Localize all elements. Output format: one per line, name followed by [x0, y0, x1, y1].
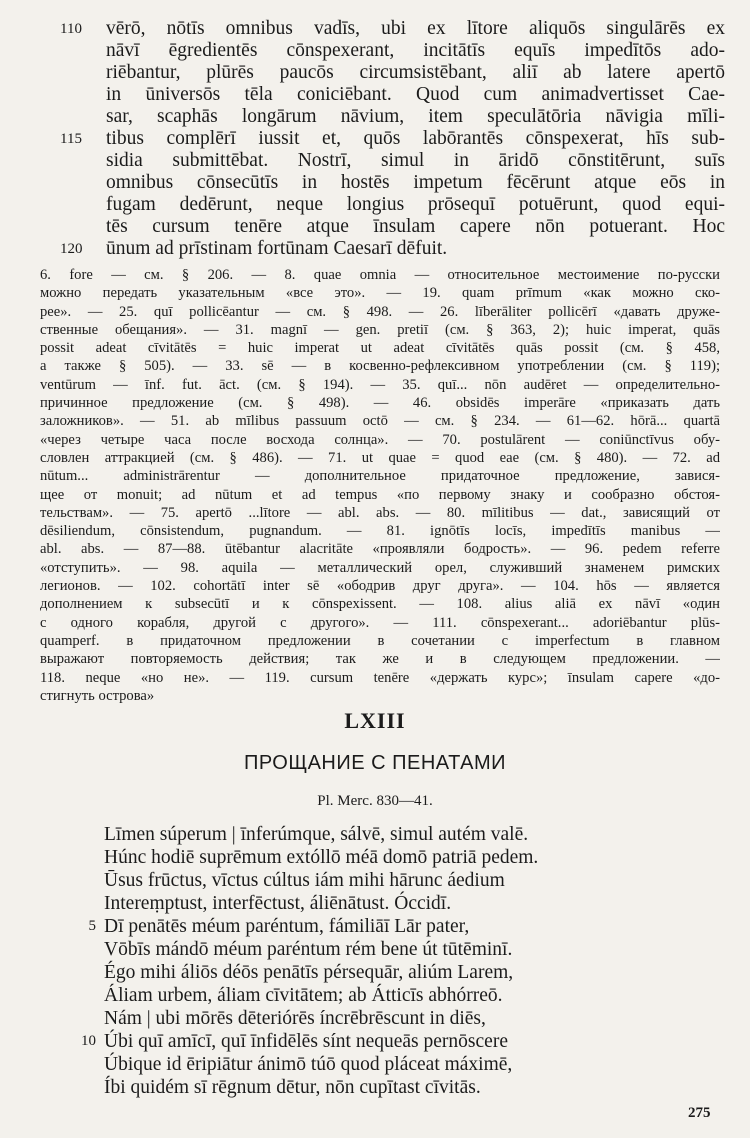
verse-text: Égo mihi áliōs déōs penātīs pérsequār, aliúm Larem,: [104, 962, 514, 983]
verse-text: Ūsus frūctus, vīctus cúltus iám mihi hārunc áedium: [104, 870, 505, 891]
note-line: 118. neque «но не». — 119. cursum tenēre «держать курс»; īnsulam capere «до-: [40, 669, 720, 686]
prose-line: [60, 18, 725, 40]
verse-text: Nám | ubi mōrēs dēteriórēs íncrēbrēscunt in diēs,: [104, 1008, 486, 1029]
prose-line: [60, 62, 725, 84]
verse-text: Vōbīs mándō méum paréntum rém bene út tūtēminī.: [104, 939, 513, 960]
poem-verses: [74, 823, 734, 1099]
prose-text: vērō, nōtīs omnibus vadīs, ubi ex lītore aliquōs singulārēs ex: [106, 18, 725, 39]
prose-text: riēbantur, plūrēs paucōs circumsistēbant, aliī ab latere apertō: [106, 62, 725, 83]
verse-line: [74, 869, 734, 892]
verse-text: Áliam urbem, áliam cīvitātem; ab Átticīs abhórreō.: [104, 985, 503, 1006]
prose-text: fugam dedērunt, neque longius prōsequī potuērunt, quod equi-: [106, 194, 725, 215]
prose-text: in ūniversōs tēla coniciēbant. Quod cum animadvertisset Cae-: [106, 84, 725, 105]
note-line: abl. abs. — 87—88. ūtēbantur alacritāte «проявляли бодрость». — 96. pedem referre: [40, 541, 720, 558]
prose-text: tēs cursum tenēre atque īnsulam capere nōn potuerant. Hoc: [106, 216, 725, 237]
note-line: dēsiliendum, cōnsistendum, pugnandum. — 81. ignōtīs locīs, impedītīs manibus —: [40, 523, 720, 540]
verse-line: [74, 1007, 734, 1030]
section-title: ПРОЩАНИЕ С ПЕНАТАМИ: [244, 752, 506, 774]
page-number: 275: [688, 1105, 711, 1121]
note-line: стигнуть острова»: [40, 687, 155, 704]
section-number: LXIII: [344, 708, 406, 733]
prose-line: [60, 40, 725, 62]
note-line: тельствам». — 75. apertō ...lītore — abl. abs. — 80. mīlitibus — dat., зависящий от: [40, 504, 720, 521]
verse-line: [74, 915, 734, 938]
prose-line: [60, 238, 725, 260]
verse-text: Úbique id ēripiātur ánimō túō quod pláceat máximē,: [104, 1054, 513, 1075]
section-source: Pl. Merc. 830—41.: [317, 793, 433, 809]
note-line: а также § 505). — 33. sē — в косвенно-рефлексивном употреблении (см. § 119);: [40, 358, 720, 375]
note-line: quamperf. в придаточном предложении в сочетании с imperfectum в главном: [40, 632, 720, 649]
note-line: легионов. — 102. cohortātī inter sē «ободрив друг друга». — 104. hōs — является: [40, 578, 720, 595]
note-line: ventūrum — īnf. fut. āct. (см. § 194). — 35. quī... nōn audēret — определительно-: [40, 376, 720, 393]
line-number: 5: [88, 918, 96, 934]
note-line: выражают повторяемость действия; так же и в следующем предложении. —: [40, 651, 720, 668]
verse-text: Līmen súperum | īnferúmque, sálvē, simul autém valē.: [104, 824, 529, 845]
verse-text: Húnc hodiē suprēmum extóllō méā domō patriā pedem.: [104, 847, 539, 868]
prose-text: ūnum ad prīstinam fortūnam Caesarī dēfuit.: [106, 238, 448, 259]
prose-line: [60, 106, 725, 128]
verse-line: [74, 1076, 734, 1099]
note-line: заложников». — 51. ab mīlibus passuum octō — см. § 234. — 61—62. hōrā... quartā: [40, 413, 720, 430]
note-line: дополнением к subsecūtī и к cōnspexissent. — 108. alius aliā ex nāvī «один: [40, 596, 720, 613]
verse-line: [74, 938, 734, 961]
note-line: «отступить». — 98. aquila — металлический орел, служивший знаменем римских: [40, 559, 720, 576]
note-line: рее». — 25. quī pollicēantur — см. § 498. — 26. līberāliter pollicērī «давать друже-: [40, 303, 720, 320]
prose-passage: [60, 18, 725, 260]
verse-text: Dī penātēs méum paréntum, fámiliāī Lār pater,: [104, 916, 470, 937]
verse-line: [74, 1030, 734, 1053]
prose-line: [60, 128, 725, 150]
line-number: 110: [60, 21, 82, 37]
prose-text: nāvī ēgredientēs cōnspexerant, incitātīs equīs impedītōs ado-: [106, 40, 725, 61]
prose-text: sidia submittēbat. Nostrī, simul in āridō cōnstitērunt, suīs: [106, 150, 725, 171]
verse-line: [74, 846, 734, 869]
note-line: словлен аттракцией (см. § 486). — 71. ut quae = quod eae (см. § 480). — 72. ad: [40, 449, 720, 466]
prose-line: [60, 150, 725, 172]
verse-text: Íbi quidém sī rēgnum dētur, nōn cupītast cīvitās.: [104, 1077, 481, 1098]
note-line: причинное предложение (см. § 498). — 46. obsidēs imperāre «приказать дать: [40, 395, 720, 412]
verse-line: [74, 1053, 734, 1076]
prose-line: [60, 194, 725, 216]
note-line: можно передать указательным «все это». — 19. quam prīmum «как можно ско-: [40, 285, 720, 302]
verse-line: [74, 823, 734, 846]
prose-text: sar, scaphās longārum nāvium, item speculātōria nāvigia mīli-: [106, 106, 725, 127]
verse-text: Intereṃptust, interfēctust, áliēnātust. Óccidī.: [104, 893, 452, 914]
note-line: ственные обещания». — 31. magnī — gen. pretiī (см. § 363, 2); huic imperat, quās: [40, 321, 720, 338]
prose-line: [60, 172, 725, 194]
note-line: «через четыре часа после восхода солнца». — 70. postulārent — coniūnctīvus обу-: [40, 431, 720, 448]
note-line: щее от monuit; ad nūtum et ad tempus «по первому знаку и сообразно обстоя-: [40, 486, 720, 503]
note-line: с одного корабля, другой с другого». — 111. cōnspexerant... adoriēbantur plūs-: [40, 614, 720, 631]
verse-line: [74, 984, 734, 1007]
prose-text: omnibus cōnsecūtīs in hostēs impetum fēcērunt atque eōs in: [106, 172, 725, 193]
verse-line: [74, 892, 734, 915]
prose-line: [60, 84, 725, 106]
verse-text: Úbi quī amīcī, quī īnfidēlēs sínt nequeās pernōscere: [104, 1031, 508, 1052]
line-number: 115: [60, 131, 82, 147]
prose-text: tibus complērī iussit et, quōs labōrantēs cōnspexerat, hīs sub-: [106, 128, 725, 149]
commentary-notes: [40, 266, 720, 705]
note-line: possit adeat cīvitātēs = huic imperat ut adeat cīvitātēs quās possit (см. § 458,: [40, 340, 720, 357]
verse-line: [74, 961, 734, 984]
note-line: 6. fore — см. § 206. — 8. quae omnia — относительное местоимение по-русски: [40, 267, 720, 283]
line-number: 120: [60, 241, 83, 257]
line-number: 10: [81, 1033, 96, 1049]
note-line: nūtum... administrārentur — дополнительное придаточное предложение, завися-: [40, 468, 720, 485]
prose-line: [60, 216, 725, 238]
